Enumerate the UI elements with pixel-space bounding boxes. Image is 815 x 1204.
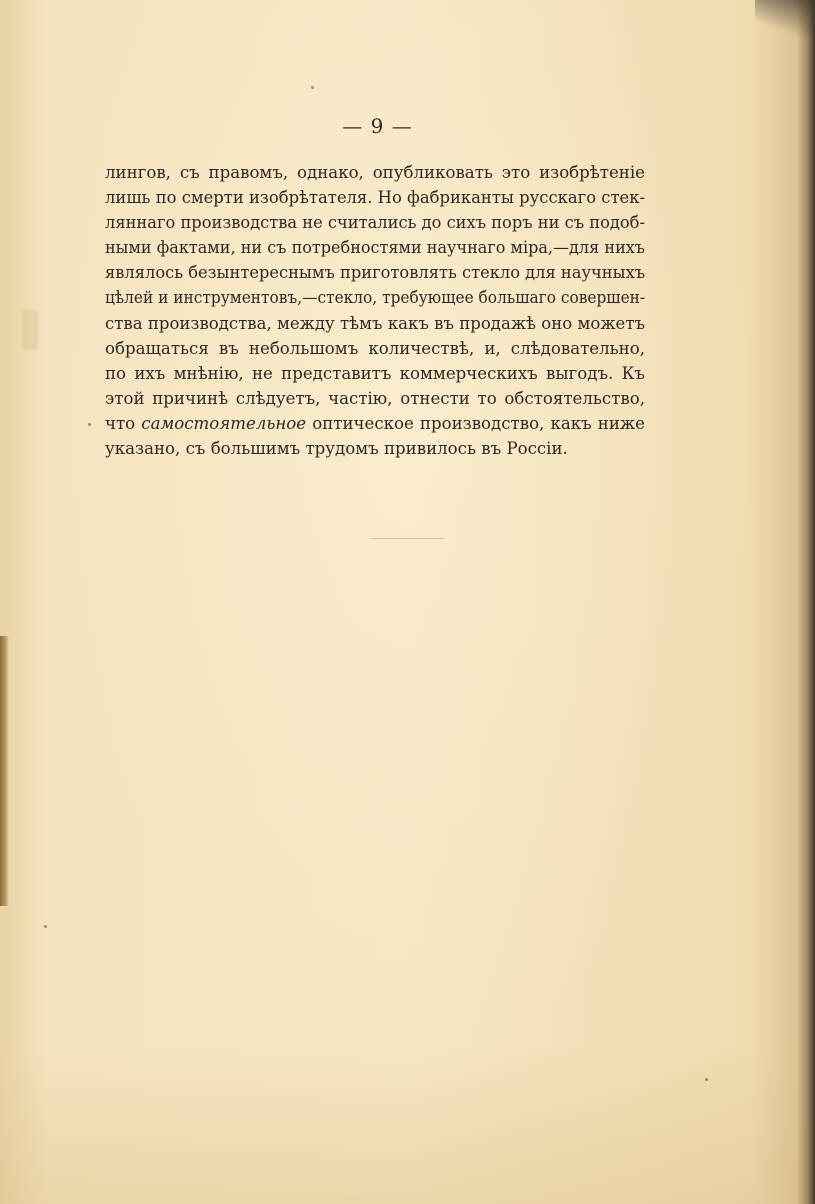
text-line: цѣлей и инструментовъ,—стекло, требующее большаго совершен- bbox=[105, 288, 646, 308]
text-line: по ихъ мнѣнію, не представитъ коммерческихъ выгодъ. Къ bbox=[105, 363, 645, 383]
paper-speck bbox=[311, 86, 314, 89]
paper-speck bbox=[44, 925, 47, 928]
italic-emphasis: самостоятельное bbox=[141, 413, 307, 433]
text-fragment: что bbox=[105, 413, 136, 433]
text-line: ными фактами, ни съ потребностями научнаго міра,—для нихъ bbox=[105, 238, 645, 258]
page-edge-shadow bbox=[0, 636, 9, 906]
text-line: ляннаго производства не считались до сихъ поръ ни съ подоб- bbox=[105, 213, 645, 233]
text-line: обращаться въ небольшомъ количествѣ, и, слѣдовательно, bbox=[105, 338, 645, 358]
text-line: указано, съ большимъ трудомъ привилось въ Россіи. bbox=[105, 439, 568, 459]
faint-rule bbox=[370, 538, 444, 539]
paper-speck bbox=[705, 1078, 708, 1081]
text-line: ства производства, между тѣмъ какъ въ продажѣ оно можетъ bbox=[105, 313, 645, 333]
text-line: являлось безынтереснымъ приготовлять стекло для научныхъ bbox=[105, 263, 646, 283]
binding-shadow bbox=[797, 0, 815, 1204]
paper-discoloration bbox=[0, 1044, 815, 1204]
text-line bbox=[105, 411, 645, 436]
text-fragment: оптическое производство, какъ ниже bbox=[312, 413, 645, 433]
text-line: лишь по смерти изобрѣтателя. Но фабриканты русскаго стек- bbox=[105, 188, 645, 208]
text-line: лингов, съ правомъ, однако, опубликовать это изобрѣтеніе bbox=[105, 163, 645, 182]
body-text bbox=[105, 160, 645, 461]
margin-stain bbox=[22, 310, 38, 350]
paper-speck bbox=[88, 423, 91, 426]
page-number: — 9 — bbox=[342, 114, 413, 138]
corner-shadow bbox=[755, 0, 815, 40]
text-line: этой причинѣ слѣдуетъ, частію, отнести то обстоятельство, bbox=[105, 388, 645, 408]
